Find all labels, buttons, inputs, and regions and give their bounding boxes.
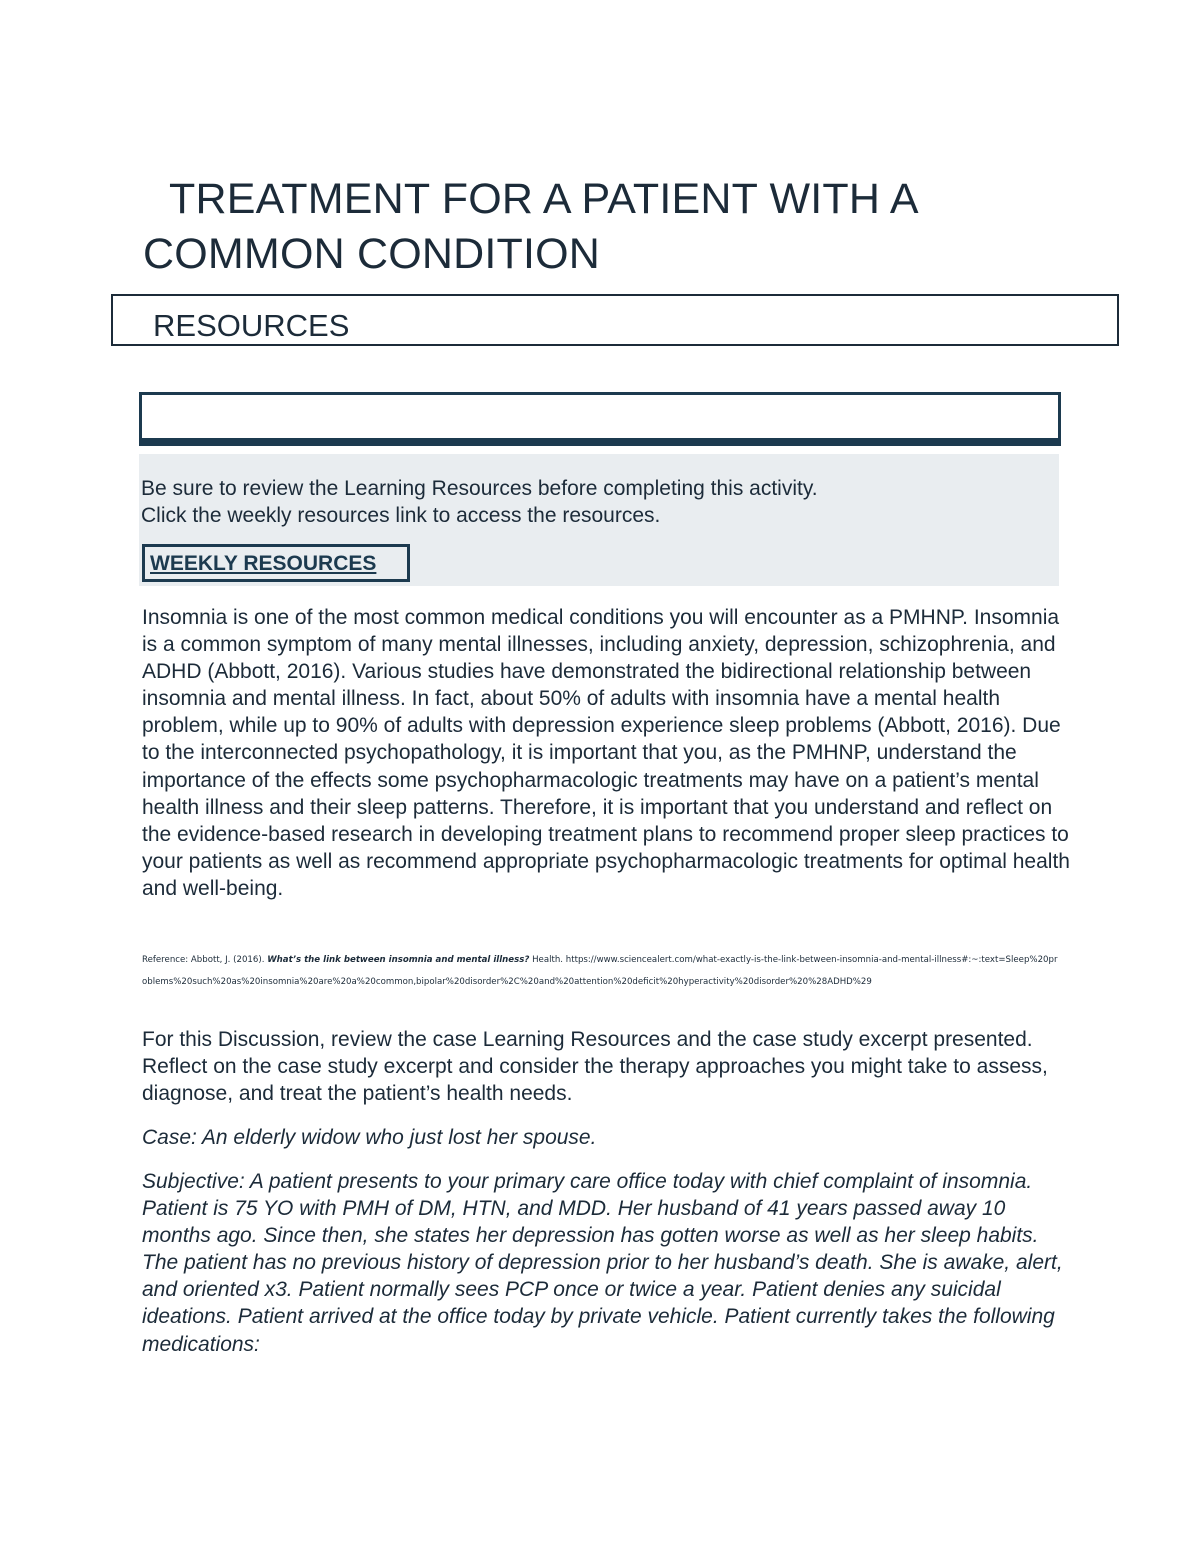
reference-citation xyxy=(142,950,1062,993)
case-line: Case: An elderly widow who just lost her spouse. xyxy=(142,1126,597,1149)
reference-source: Health. xyxy=(529,955,566,965)
weekly-resources-button[interactable] xyxy=(142,544,410,582)
discussion-paragraph: For this Discussion, review the case Learning Resources and the case study excerpt presented. Reflect on the case study excerpt and consider the therapy approaches you might take to assess, diagnose, and treat the patient’s health needs. xyxy=(142,1028,1048,1106)
page-title xyxy=(143,172,1103,282)
learning-resources-callout xyxy=(139,454,1059,586)
reference-prefix: Reference: Abbott, J. (2016). xyxy=(142,955,268,965)
intro-paragraph: Insomnia is one of the most common medical conditions you will encounter as a PMHNP. Insomnia is a common symptom of many mental illnesses, including anxiety, depression, schizophrenia, and ADHD (Abbott, 2016). Various studies have demonstrated the bidirectional relationship between insomnia and mental illness. In fact, about 50% of adults with insomnia have a mental health problem, while up to 90% of adults with depression experience sleep problems (Abbott, 2016). Due to the interconnected psychopathology, it is important that you, as the PMHNP, understand the importance of the effects some psychopharmacologic treatments may have on a patient’s mental health illness and their sleep patterns. Therefore, it is important that you understand and reflect on the evidence-based research in developing treatment plans to recommend proper sleep practices to your patients as well as recommend appropriate psychopharmacologic treatments for optimal health and well-being. xyxy=(142,606,1070,900)
page-title-line-1: TREATMENT FOR A PATIENT WITH A xyxy=(169,175,919,223)
resources-heading: RESOURCES xyxy=(153,308,350,343)
callout-text-review: Be sure to review the Learning Resources before completing this activity. xyxy=(141,477,818,500)
subjective-paragraph: Subjective: A patient presents to your primary care office today with chief complaint of insomnia. Patient is 75 YO with PMH of DM, HTN, and MDD. Her husband of 41 years passed away 10 months ago. Since then, she states her depression has gotten worse as well as her sleep habits. The patient has no previous history of depression prior to her husband’s death. She is awake, alert, and oriented x3. Patient normally sees PCP once or twice a year. Patient denies any suicidal ideations. Patient arrived at the office today by private vehicle. Patient currently takes the following medications: xyxy=(142,1170,1063,1356)
resources-section-header xyxy=(111,294,1119,346)
weekly-resources-link[interactable]: WEEKLY RESOURCES xyxy=(150,552,377,575)
callout-text-click: Click the weekly resources link to access the resources. xyxy=(141,504,661,527)
reference-title: What’s the link between insomnia and mental illness? xyxy=(267,955,530,965)
reference-url[interactable]: https://www.sciencealert.com/what-exactly-is-the-link-between-insomnia-and-mental-illness#:~:text=Sleep%20problems%20such%20as%20insomnia%20are%20a%20common,bipolar%20disorder%2C%20and%20attention%20deficit%20hyperactivity%20disorder%20%28ADHD%29 xyxy=(142,955,1058,987)
page-title-line-2: COMMON CONDITION xyxy=(143,230,601,278)
section-banner-box xyxy=(139,392,1061,446)
